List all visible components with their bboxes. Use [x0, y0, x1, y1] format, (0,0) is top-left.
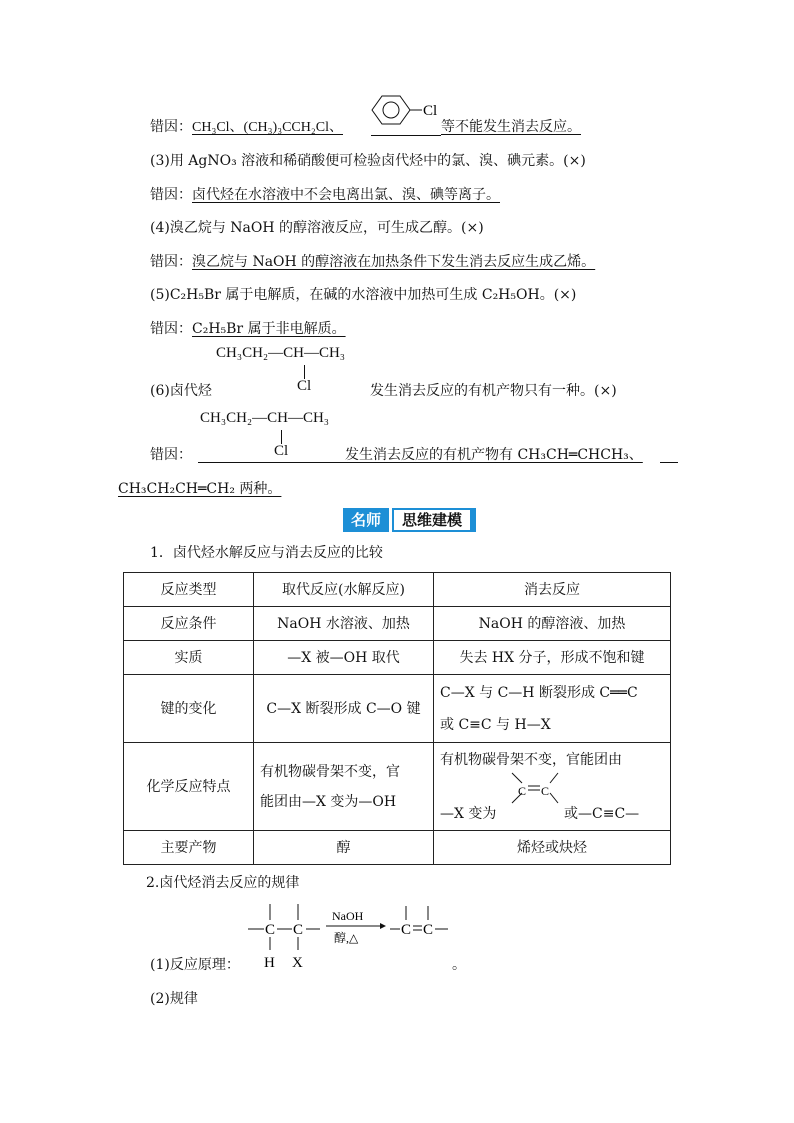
- haloalkane-structure-top-2: CH₃CH₂—CH—CH₃: [200, 410, 330, 426]
- error-reason-line-1: [150, 118, 343, 137]
- table-row: [124, 607, 671, 641]
- statement-3: (3)用 AgNO₃ 溶液和稀硝酸便可检验卤代烃中的氯、溴、碘元素。(×): [150, 153, 586, 169]
- table-cell: 烯烃或炔烃: [434, 831, 671, 865]
- error-prefix: 错因：: [150, 119, 192, 135]
- error-reason: 卤代烃在水溶液中不会电离出氯、溴、碘等离子。: [192, 187, 500, 203]
- statement-6-prefix: (6)卤代烃: [150, 383, 212, 399]
- table-cell: 键的变化: [124, 675, 254, 743]
- error-reason: 溴乙烷与 NaOH 的醇溶液在加热条件下发生消去反应生成乙烯。: [192, 254, 596, 270]
- reagent-label: NaOH: [332, 909, 364, 923]
- alkene-structure: [502, 769, 562, 819]
- error-reason-line-7: [150, 320, 346, 338]
- haloalkane-structure-top: CH₃CH₂—CH—CH₃: [216, 345, 346, 361]
- section-2-title: 2.卤代烃消去反应的规律: [146, 875, 300, 891]
- reaction-end: 。: [452, 957, 466, 973]
- table-row: [124, 831, 671, 865]
- error-reason-line-3: [150, 186, 500, 204]
- table-cell: 反应条件: [124, 607, 254, 641]
- table-header-cell: 反应类型: [124, 573, 254, 607]
- table-cell: NaOH 的醇溶液、加热: [434, 607, 671, 641]
- reaction-principle-label: (1)反应原理：: [150, 957, 240, 973]
- condition-label: 醇,△: [334, 931, 359, 945]
- error-prefix: 错因：: [150, 321, 192, 337]
- table-cell: 化学反应特点: [124, 743, 254, 831]
- error-reason-continued: CH₃CH₂CH═CH₂ 两种。: [118, 481, 282, 497]
- table-row: [124, 675, 671, 743]
- svg-text:C: C: [423, 922, 434, 938]
- hydrogen-label: H: [264, 955, 275, 971]
- error-reason-line-5: [150, 253, 595, 271]
- table-cell: NaOH 水溶液、加热: [254, 607, 434, 641]
- table-row: [124, 743, 671, 831]
- table-row: [124, 641, 671, 675]
- banner-part-2: 思维建模: [392, 508, 472, 532]
- error-reason: 发生消去反应的有机产物有 CH₃CH═CHCH₃、: [345, 447, 643, 463]
- table-cell: 醇: [254, 831, 434, 865]
- bond-line: [304, 365, 305, 379]
- error-suffix: 等不能发生消去反应。: [441, 119, 581, 135]
- banner-part-1: 名师: [343, 508, 389, 532]
- table-cell: C—X 与 C—H 断裂形成 C══C 或 C≡C 与 H—X: [434, 675, 671, 743]
- svg-text:C: C: [541, 784, 550, 798]
- table-cell: 有机物碳骨架不变，官能团由 —X 变为 C C 或—C≡C—: [434, 743, 671, 831]
- bond-line: [281, 430, 282, 444]
- haloalkane-structure-cl-2: Cl: [274, 443, 289, 459]
- comparison-table: [123, 572, 671, 865]
- statement-4: (4)溴乙烷与 NaOH 的醇溶液反应，可生成乙醇。(×): [150, 220, 484, 236]
- svg-text:C: C: [293, 922, 304, 938]
- svg-text:C: C: [401, 922, 412, 938]
- svg-text:C: C: [518, 784, 527, 798]
- error-prefix: 错因：: [150, 447, 192, 463]
- table-header-cell: 消去反应: [434, 573, 671, 607]
- table-cell: C—X 断裂形成 C—O 键: [254, 675, 434, 743]
- rule-label: (2)规律: [150, 991, 198, 1007]
- error-prefix: 错因：: [150, 254, 192, 270]
- halogen-label: X: [292, 955, 303, 971]
- table-cell: —X 被—OH 取代: [254, 641, 434, 675]
- error-prefix: 错因：: [150, 187, 192, 203]
- table-header-row: [124, 573, 671, 607]
- svg-text:C: C: [265, 922, 276, 938]
- table-cell: 实质: [124, 641, 254, 675]
- error-reason: C₂H₅Br 属于非电解质。: [192, 321, 346, 337]
- table-cell: 失去 HX 分子，形成不饱和键: [434, 641, 671, 675]
- chloro-label: Cl: [423, 103, 438, 119]
- section-banner: [343, 508, 476, 532]
- statement-6-suffix: 发生消去反应的有机产物只有一种。(×): [370, 383, 617, 399]
- table-cell: 有机物碳骨架不变，官 能团由—X 变为—OH: [254, 743, 434, 831]
- chlorobenzene-structure: [362, 94, 442, 134]
- table-cell: 主要产物: [124, 831, 254, 865]
- error-formula: CH₃Cl、(CH₃)₃CCH₂Cl、: [192, 120, 343, 135]
- table-header-cell: 取代反应(水解反应): [254, 573, 434, 607]
- section-1-title: 1．卤代烃水解反应与消去反应的比较: [150, 545, 383, 561]
- statement-5: (5)C₂H₅Br 属于电解质，在碱的水溶液中加热可生成 C₂H₅OH。(×): [150, 287, 577, 303]
- elimination-reaction-diagram: [240, 900, 470, 975]
- haloalkane-structure-cl: Cl: [297, 378, 312, 394]
